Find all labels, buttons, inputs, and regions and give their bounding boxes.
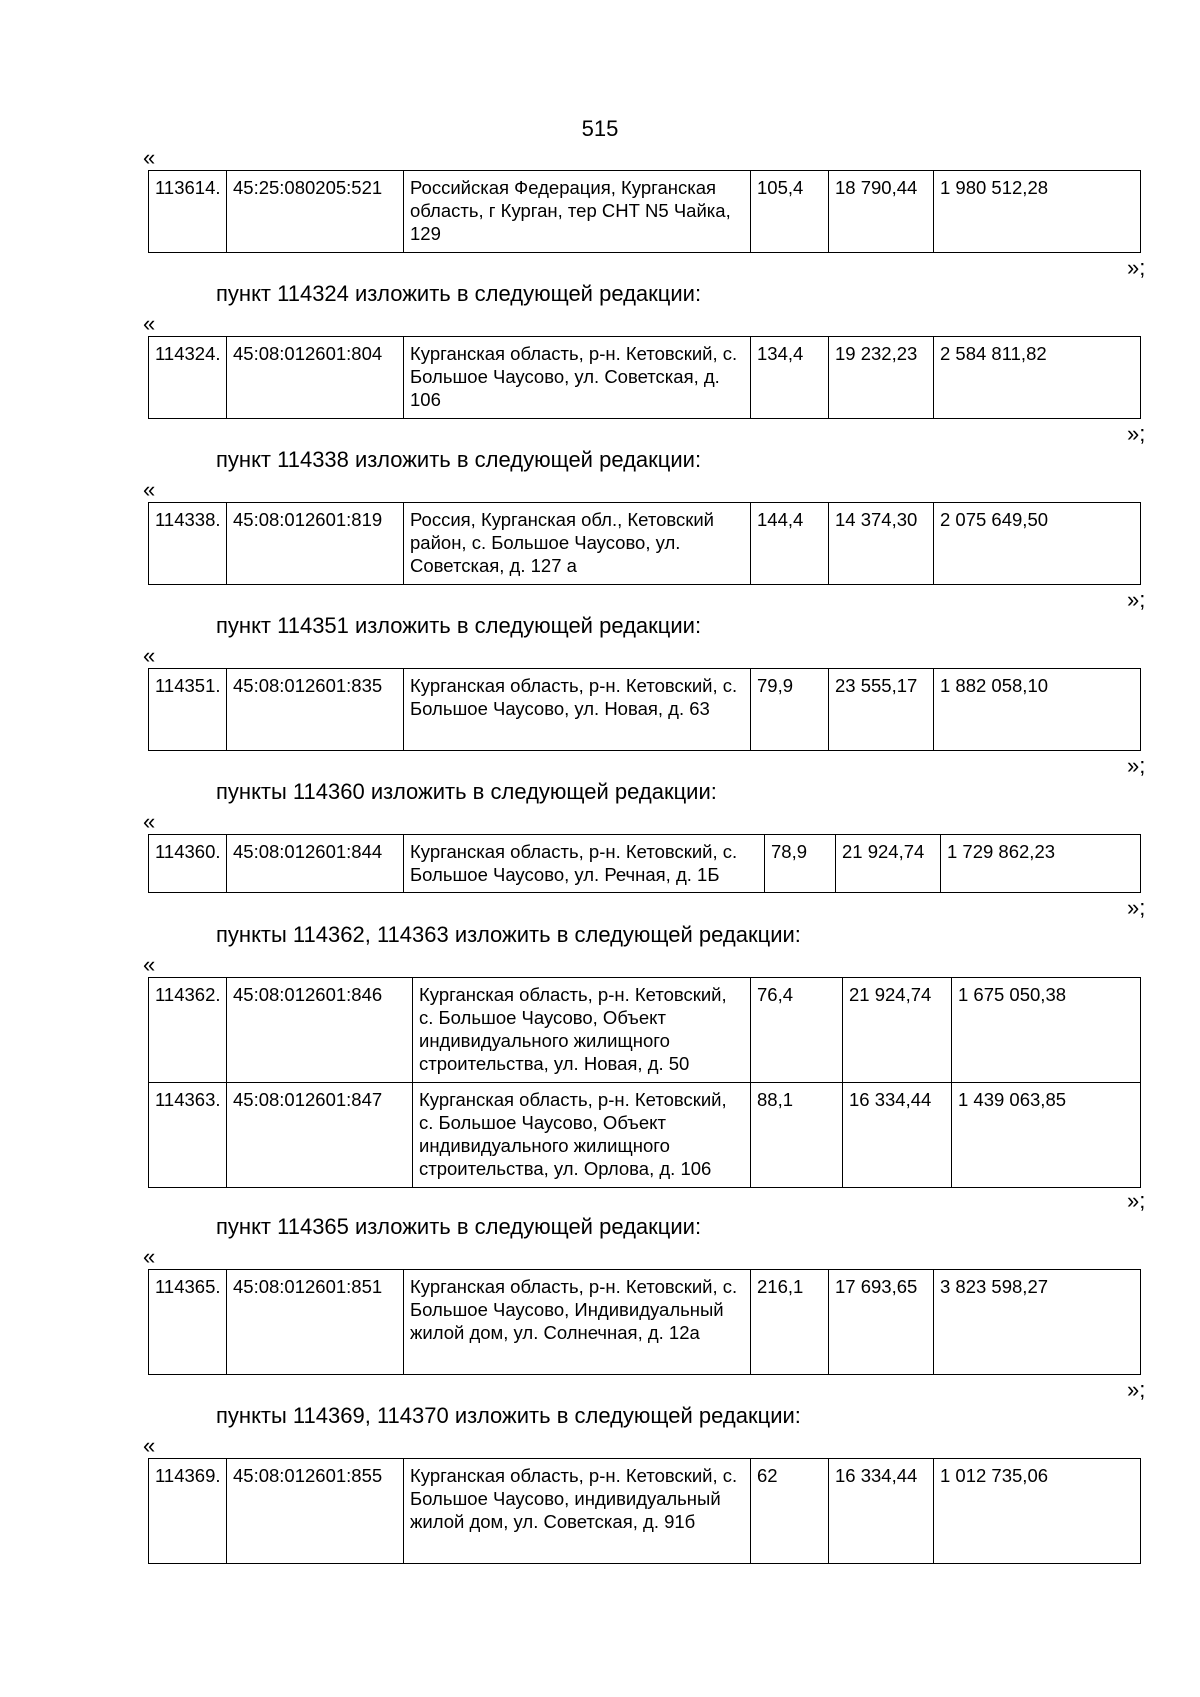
unit-price: 16 334,44 xyxy=(829,1459,934,1564)
quote-open: « xyxy=(143,809,156,834)
quote-close: »; xyxy=(1127,587,1146,612)
quote-open: « xyxy=(143,952,156,977)
unit-price: 16 334,44 xyxy=(843,1083,952,1188)
cadastral-number: 45:08:012601:804 xyxy=(227,337,404,419)
item-number: 114324. xyxy=(149,337,227,419)
address: Российская Федерация, Курганская область, г Курган, тер СНТ N5 Чайка, 129 xyxy=(404,171,751,253)
amendment-intro: пункт 114338 изложить в следующей редакции: xyxy=(216,447,702,472)
property-table xyxy=(148,1269,1141,1375)
table-row xyxy=(149,337,1141,419)
quote-close: »; xyxy=(1127,255,1146,280)
total-value: 3 823 598,27 xyxy=(934,1270,1141,1375)
quote-close: »; xyxy=(1127,421,1146,446)
area: 216,1 xyxy=(751,1270,829,1375)
cadastral-number: 45:08:012601:835 xyxy=(227,669,404,751)
unit-price: 17 693,65 xyxy=(829,1270,934,1375)
table-row xyxy=(149,503,1141,585)
address: Курганская область, р-н. Кетовский, с. Большое Чаусово, Индивидуальный жилой дом, ул. Солнечная, д. 12а xyxy=(404,1270,751,1375)
total-value: 2 584 811,82 xyxy=(934,337,1141,419)
cadastral-number: 45:08:012601:847 xyxy=(227,1083,413,1188)
area: 88,1 xyxy=(751,1083,843,1188)
item-number: 114369. xyxy=(149,1459,227,1564)
cadastral-number: 45:08:012601:819 xyxy=(227,503,404,585)
quote-close: »; xyxy=(1127,753,1146,778)
quote-close: »; xyxy=(1127,1188,1146,1213)
total-value: 1 882 058,10 xyxy=(934,669,1141,751)
area: 79,9 xyxy=(751,669,829,751)
amendment-intro: пункт 114324 изложить в следующей редакции: xyxy=(216,281,702,306)
item-number: 114363. xyxy=(149,1083,227,1188)
unit-price: 19 232,23 xyxy=(829,337,934,419)
unit-price: 18 790,44 xyxy=(829,171,934,253)
item-number: 114362. xyxy=(149,978,227,1083)
quote-open: « xyxy=(143,1244,156,1269)
address: Курганская область, р-н. Кетовский, с. Большое Чаусово, Объект индивидуального жилищного строительства, ул. Новая, д. 50 xyxy=(413,978,751,1083)
amendment-intro: пункт 114365 изложить в следующей редакции: xyxy=(216,1214,702,1239)
property-table xyxy=(148,502,1141,585)
property-table xyxy=(148,834,1141,893)
quote-open: « xyxy=(143,145,156,170)
area: 144,4 xyxy=(751,503,829,585)
item-number: 114360. xyxy=(149,835,227,893)
address: Курганская область, р-н. Кетовский, с. Большое Чаусово, индивидуальный жилой дом, ул. Советская, д. 91б xyxy=(404,1459,751,1564)
item-number: 114365. xyxy=(149,1270,227,1375)
address: Курганская область, р-н. Кетовский, с. Большое Чаусово, Объект индивидуального жилищного строительства, ул. Орлова, д. 106 xyxy=(413,1083,751,1188)
unit-price: 21 924,74 xyxy=(836,835,941,893)
property-table xyxy=(148,1458,1141,1564)
address: Курганская область, р-н. Кетовский, с. Большое Чаусово, ул. Речная, д. 1Б xyxy=(404,835,765,893)
amendment-intro: пункты 114360 изложить в следующей редакции: xyxy=(216,779,717,804)
table-row xyxy=(149,978,1141,1083)
quote-close: »; xyxy=(1127,895,1146,920)
total-value: 1 729 862,23 xyxy=(941,835,1141,893)
cadastral-number: 45:08:012601:851 xyxy=(227,1270,404,1375)
total-value: 1 012 735,06 xyxy=(934,1459,1141,1564)
total-value: 1 980 512,28 xyxy=(934,171,1141,253)
property-table xyxy=(148,977,1141,1188)
unit-price: 14 374,30 xyxy=(829,503,934,585)
page-number: 515 xyxy=(581,116,619,141)
total-value: 1 675 050,38 xyxy=(952,978,1141,1083)
item-number: 113614. xyxy=(149,171,227,253)
quote-close: »; xyxy=(1127,1377,1146,1402)
area: 62 xyxy=(751,1459,829,1564)
total-value: 1 439 063,85 xyxy=(952,1083,1141,1188)
table-row xyxy=(149,171,1141,253)
item-number: 114338. xyxy=(149,503,227,585)
unit-price: 23 555,17 xyxy=(829,669,934,751)
cadastral-number: 45:25:080205:521 xyxy=(227,171,404,253)
amendment-intro: пункты 114362, 114363 изложить в следующей редакции: xyxy=(216,922,801,947)
address: Курганская область, р-н. Кетовский, с. Большое Чаусово, ул. Советская, д. 106 xyxy=(404,337,751,419)
table-row xyxy=(149,669,1141,751)
cadastral-number: 45:08:012601:855 xyxy=(227,1459,404,1564)
area: 78,9 xyxy=(765,835,836,893)
area: 76,4 xyxy=(751,978,843,1083)
quote-open: « xyxy=(143,1433,156,1458)
area: 134,4 xyxy=(751,337,829,419)
property-table xyxy=(148,336,1141,419)
address: Курганская область, р-н. Кетовский, с. Большое Чаусово, ул. Новая, д. 63 xyxy=(404,669,751,751)
table-row xyxy=(149,1459,1141,1564)
address: Россия, Курганская обл., Кетовский район, с. Большое Чаусово, ул. Советская, д. 127 а xyxy=(404,503,751,585)
amendment-intro: пункт 114351 изложить в следующей редакции: xyxy=(216,613,702,638)
table-row xyxy=(149,1270,1141,1375)
area: 105,4 xyxy=(751,171,829,253)
table-row xyxy=(149,1083,1141,1188)
table-row xyxy=(149,835,1141,893)
property-table xyxy=(148,170,1141,253)
total-value: 2 075 649,50 xyxy=(934,503,1141,585)
amendment-intro: пункты 114369, 114370 изложить в следующей редакции: xyxy=(216,1403,801,1428)
quote-open: « xyxy=(143,643,156,668)
quote-open: « xyxy=(143,477,156,502)
item-number: 114351. xyxy=(149,669,227,751)
cadastral-number: 45:08:012601:846 xyxy=(227,978,413,1083)
property-table xyxy=(148,668,1141,751)
cadastral-number: 45:08:012601:844 xyxy=(227,835,404,893)
unit-price: 21 924,74 xyxy=(843,978,952,1083)
quote-open: « xyxy=(143,311,156,336)
